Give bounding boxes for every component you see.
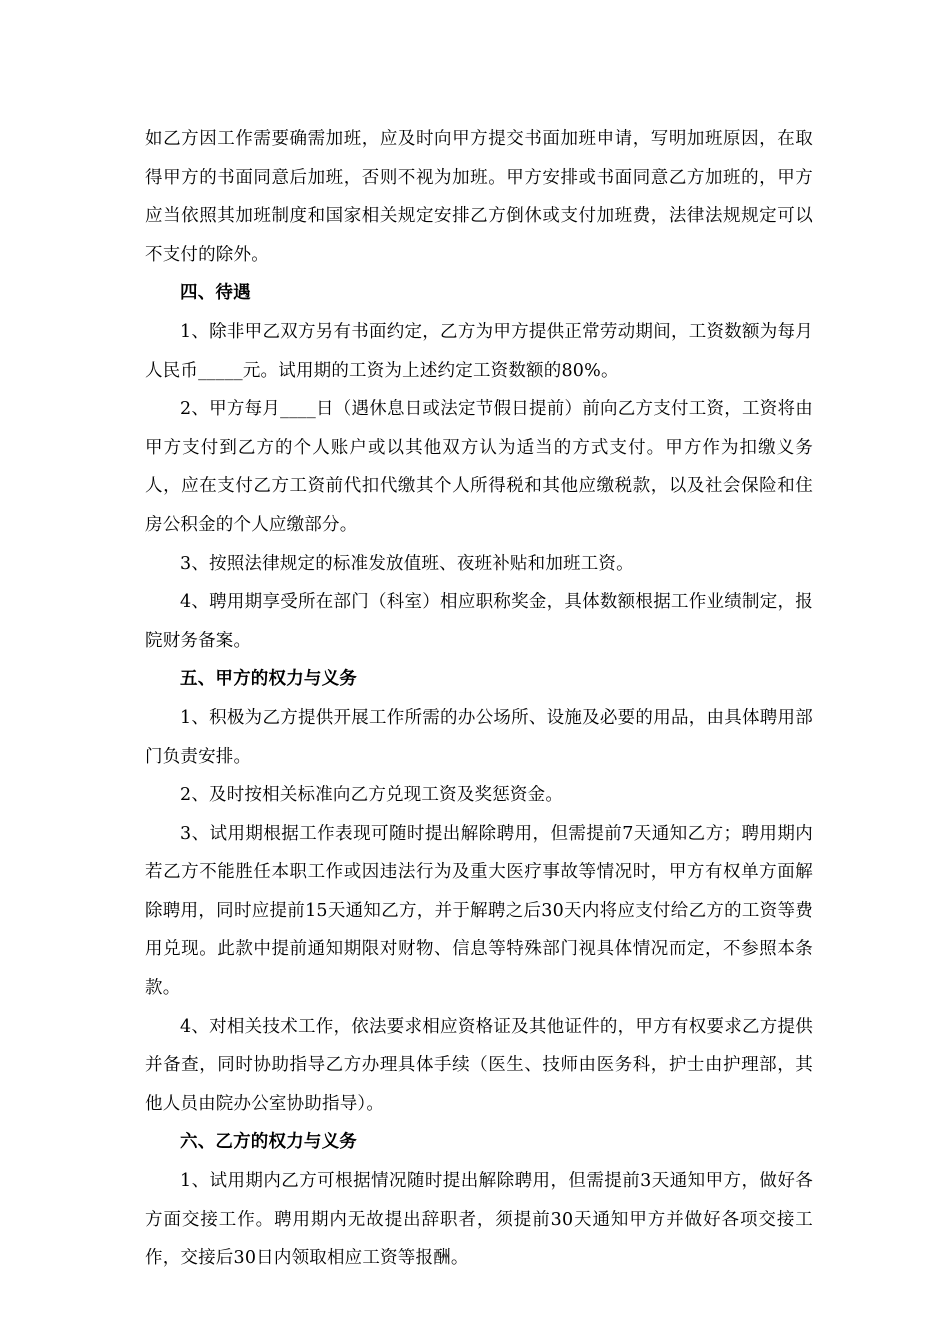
paragraph-bonus: 4、聘用期享受所在部门（科室）相应职称奖金，具体数额根据工作业绩制定，报院财务备案。: [145, 592, 813, 651]
paragraph-allowances: 3、按照法律规定的标准发放值班、夜班补贴和加班工资。: [180, 553, 634, 574]
paragraph-salary-payment: 2、甲方每月____日（遇休息日或法定节假日提前）前向乙方支付工资，工资将由甲方支付到乙方的个人账户或以其他双方认为适当的方式支付。甲方作为扣缴义务人，应在支付乙方工资前代扣代缴其个人所得税和其他应缴税款，以及社会保险和住房公积金的个人应缴部分。: [145, 399, 813, 535]
paragraph-party-a-item-2: 2、及时按相关标准向乙方兑现工资及奖惩资金。: [180, 785, 564, 806]
section-heading-party-b-rights: 六、乙方的权力与义务: [180, 1132, 357, 1153]
document-body: [145, 120, 813, 1278]
paragraph-party-b-item-1: 1、试用期内乙方可根据情况随时提出解除聘用，但需提前3天通知甲方，做好各方面交接工作。聘用期内无故提出辞职者，须提前30天通知甲方并做好各项交接工作，交接后30日内领取相应工资等报酬。: [145, 1171, 813, 1269]
section-heading-compensation: 四、待遇: [180, 283, 251, 304]
paragraph-overtime-continued: 如乙方因工作需要确需加班，应及时向甲方提交书面加班申请，写明加班原因，在取得甲方的书面同意后加班，否则不视为加班。甲方安排或书面同意乙方加班的，甲方应当依照其加班制度和国家相关规定安排乙方倒休或支付加班费，法律法规规定可以不支付的除外。: [145, 129, 813, 265]
section-heading-party-a-rights: 五、甲方的权力与义务: [180, 669, 357, 690]
paragraph-party-a-item-3: 3、试用期根据工作表现可随时提出解除聘用，但需提前7天通知乙方；聘用期内若乙方不能胜任本职工作或因违法行为及重大医疗事故等情况时，甲方有权单方面解除聘用，同时应提前15天通知乙方，并于解聘之后30天内将应支付给乙方的工资等费用兑现。此款中提前通知期限对财物、信息等特殊部门视具体情况而定，不参照本条款。: [145, 823, 813, 999]
paragraph-party-a-item-1: 1、积极为乙方提供开展工作所需的办公场所、设施及必要的用品，由具体聘用部门负责安排。: [145, 707, 813, 767]
paragraph-party-a-item-4: 4、对相关技术工作，依法要求相应资格证及其他证件的，甲方有权要求乙方提供并备查，同时协助指导乙方办理具体手续（医生、技师由医务科，护士由护理部，其他人员由院办公室协助指导）。: [145, 1016, 813, 1114]
paragraph-salary-amount: 1、除非甲乙双方另有书面约定，乙方为甲方提供正常劳动期间，工资数额为每月人民币_____元。试用期的工资为上述约定工资数额的80%。: [145, 321, 813, 381]
